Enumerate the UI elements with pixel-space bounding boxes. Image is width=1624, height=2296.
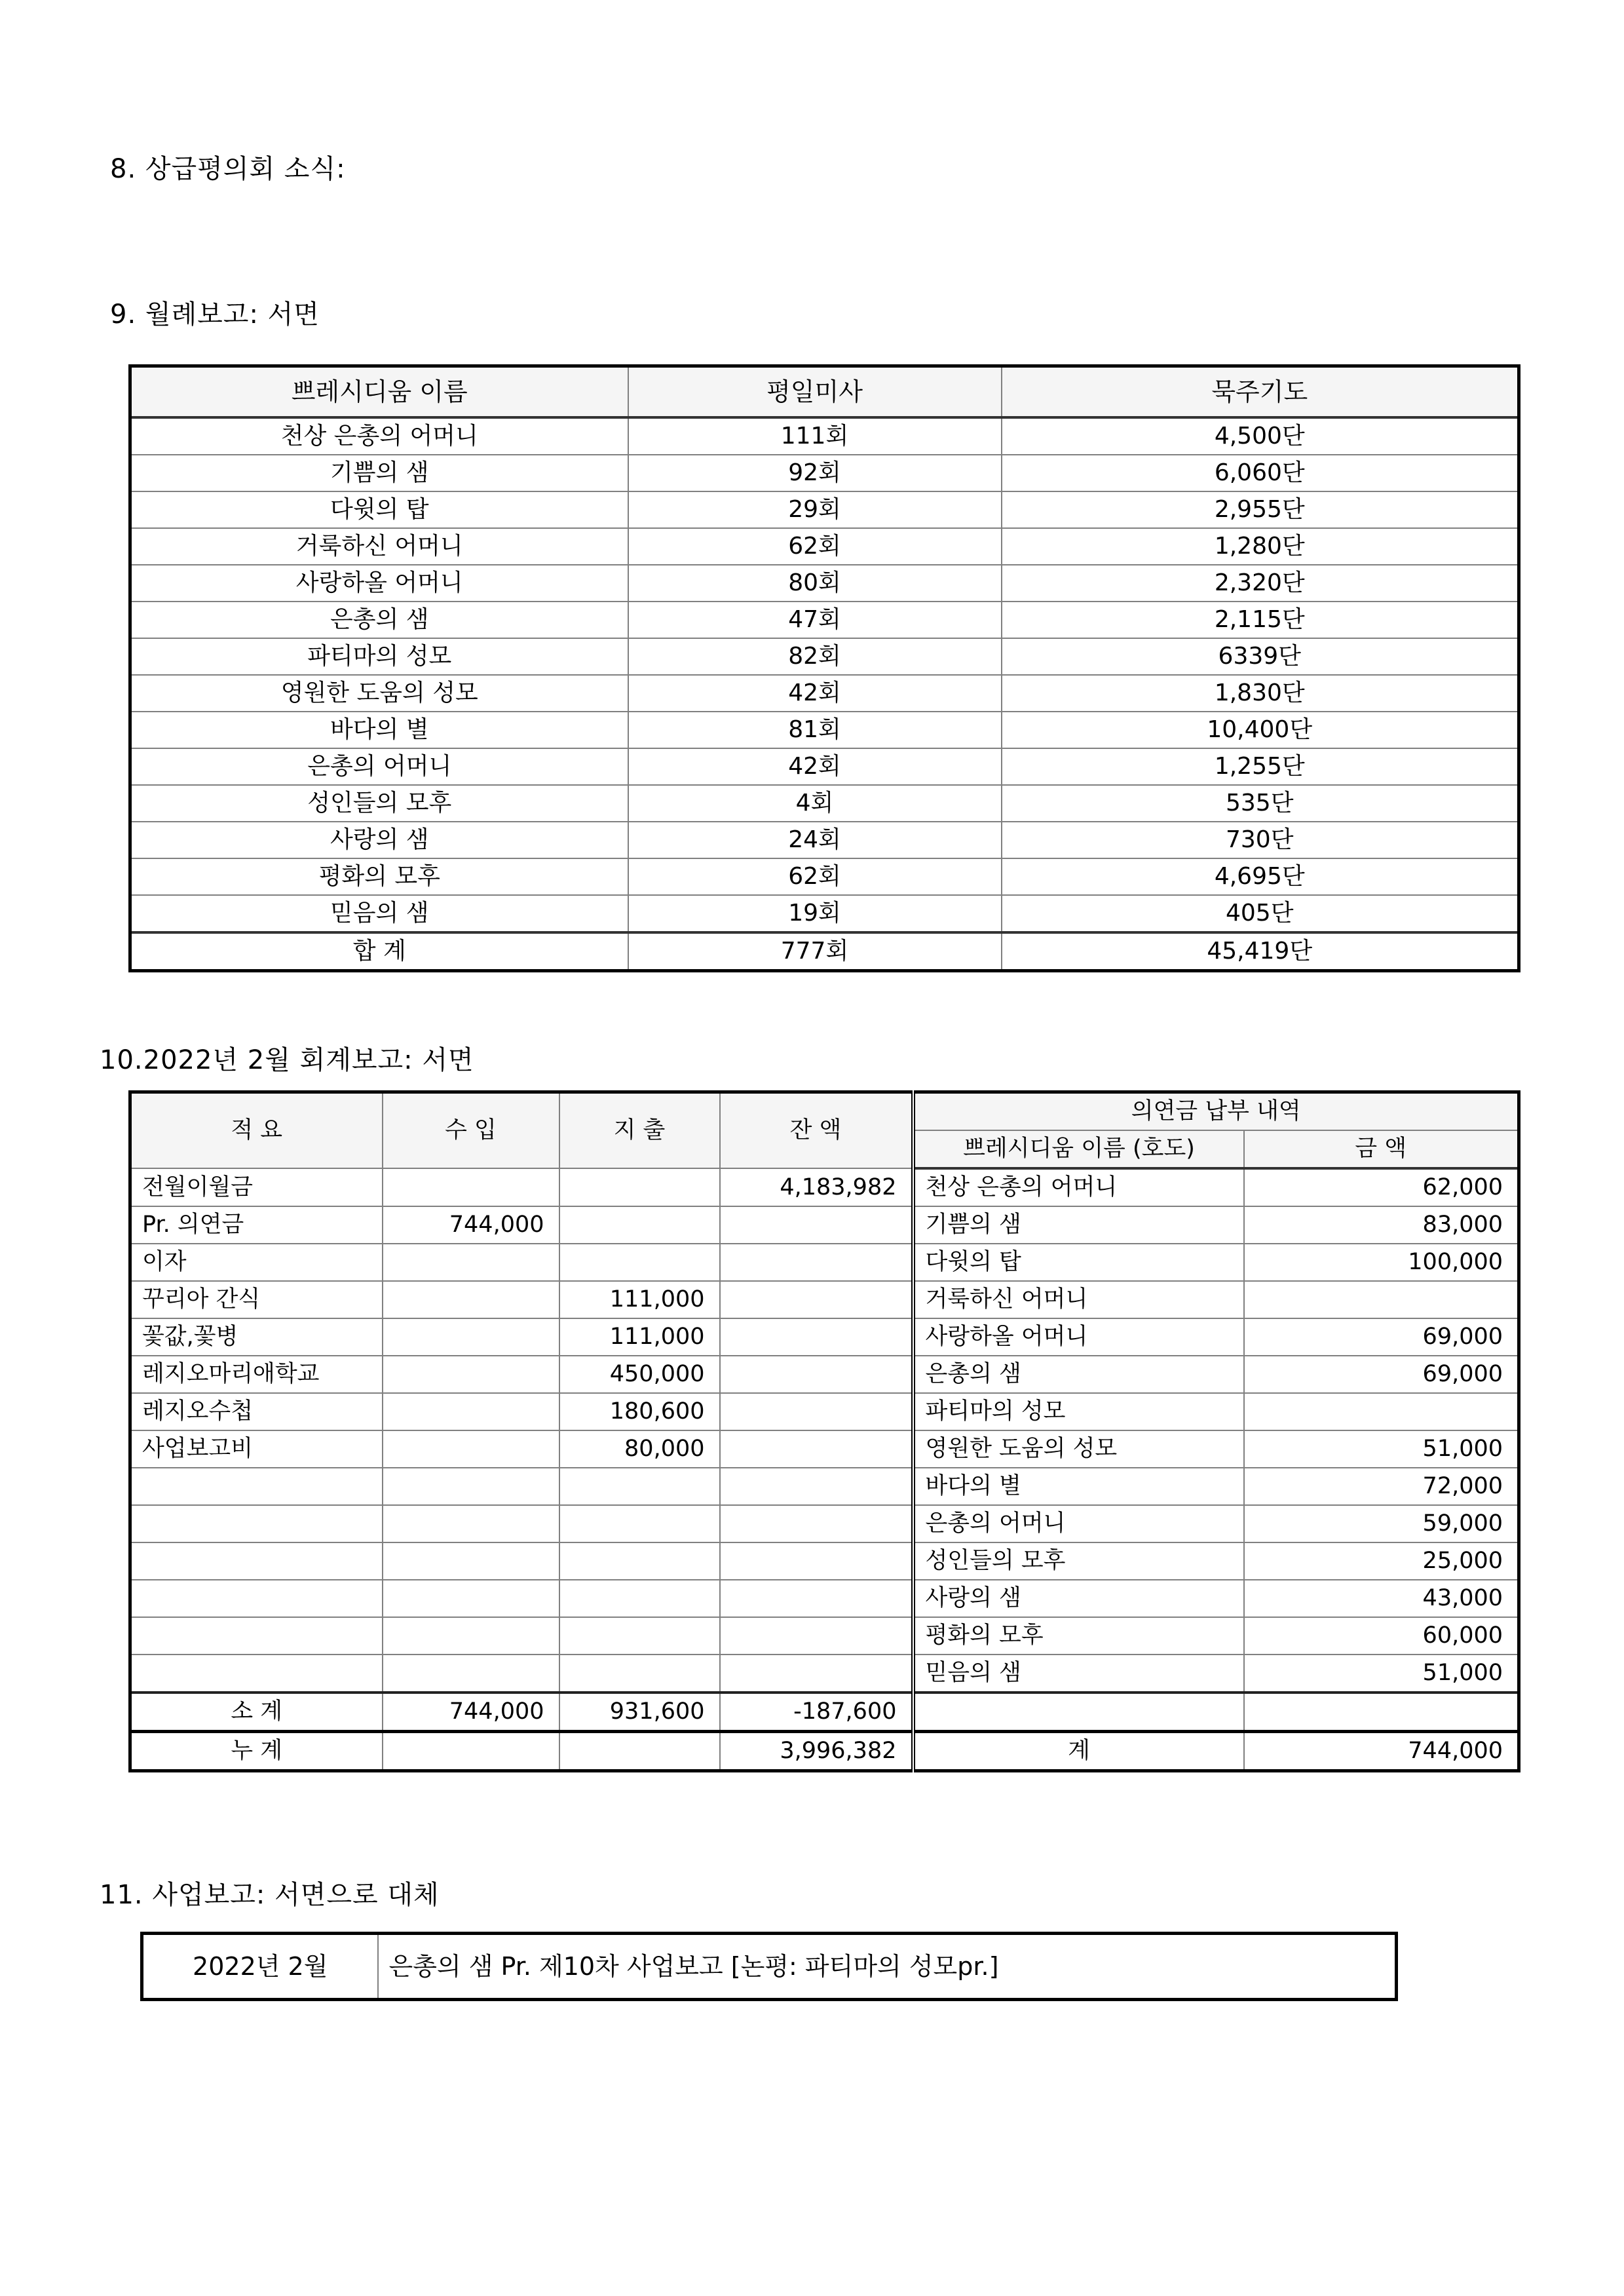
donation-amount: 51,000 [1244, 1655, 1519, 1693]
mass-count: 42회 [628, 675, 1002, 712]
section-8-title: 상급평의회 소식: [145, 154, 346, 184]
ledger-income [383, 1393, 559, 1430]
header-balance: 잔 액 [720, 1092, 913, 1169]
presidium-name: 기쁨의 샘 [130, 455, 628, 491]
section-9-title: 월례보고: 서면 [145, 299, 320, 330]
accounting-table [128, 1090, 1520, 1772]
presidium-name: 천상 은총의 어머니 [130, 417, 628, 455]
table-row [130, 858, 1519, 895]
section-10-title: 2022년 2월 회계보고: 서면 [143, 1045, 474, 1075]
section-heading-11 [100, 1882, 440, 1908]
donation-amount: 62,000 [1244, 1168, 1519, 1206]
total-label: 합 계 [130, 932, 628, 971]
ledger-expense [559, 1542, 720, 1580]
section-10-number: 10. [100, 1045, 143, 1075]
rosary-count: 2,320단 [1002, 565, 1519, 602]
rosary-count: 405단 [1002, 895, 1519, 932]
cumulative-income [383, 1732, 559, 1771]
ledger-balance [720, 1542, 913, 1580]
ledger-description: 이자 [130, 1244, 383, 1281]
table-row [130, 895, 1519, 932]
ledger-income: 744,000 [383, 1206, 559, 1244]
accounting-header-row-1 [130, 1092, 1519, 1131]
cumulative-label: 누 계 [130, 1732, 383, 1771]
presidium-name: 은총의 어머니 [130, 748, 628, 785]
table-row [130, 1542, 1519, 1580]
table-row [130, 748, 1519, 785]
ledger-expense [559, 1168, 720, 1206]
donation-presidium: 바다의 별 [913, 1468, 1244, 1505]
ledger-description [130, 1617, 383, 1655]
ledger-balance [720, 1580, 913, 1617]
donation-amount: 69,000 [1244, 1356, 1519, 1393]
presidium-name: 다윗의 탑 [130, 491, 628, 528]
donation-presidium: 거룩하신 어머니 [913, 1281, 1244, 1318]
header-description: 적 요 [130, 1092, 383, 1169]
mass-count: 4회 [628, 785, 1002, 822]
ledger-expense [559, 1505, 720, 1542]
ledger-income [383, 1468, 559, 1505]
ledger-income [383, 1617, 559, 1655]
ledger-expense [559, 1206, 720, 1244]
donation-total-amount: 744,000 [1244, 1732, 1519, 1771]
ledger-expense: 450,000 [559, 1356, 720, 1393]
presidium-name: 사랑하올 어머니 [130, 565, 628, 602]
header-expense: 지 출 [559, 1092, 720, 1169]
ledger-expense [559, 1468, 720, 1505]
ledger-income [383, 1505, 559, 1542]
table-row [130, 675, 1519, 712]
ledger-income [383, 1281, 559, 1318]
table-row [130, 1468, 1519, 1505]
ledger-income [383, 1542, 559, 1580]
monthly-header-presidium: 쁘레시디움 이름 [130, 366, 628, 418]
donation-amount: 51,000 [1244, 1430, 1519, 1468]
donation-presidium: 믿음의 샘 [913, 1655, 1244, 1693]
activity-content: 은총의 샘 Pr. 제10차 사업보고 [논평: 파티마의 성모pr.] [378, 1934, 1397, 2000]
table-row [130, 1393, 1519, 1430]
rosary-count: 6,060단 [1002, 455, 1519, 491]
cumulative-expense [559, 1732, 720, 1771]
monthly-header-row [130, 366, 1519, 418]
ledger-description: Pr. 의연금 [130, 1206, 383, 1244]
ledger-expense: 180,600 [559, 1393, 720, 1430]
rosary-count: 730단 [1002, 822, 1519, 858]
ledger-expense [559, 1617, 720, 1655]
table-row [130, 417, 1519, 455]
donation-amount: 60,000 [1244, 1617, 1519, 1655]
table-row [130, 491, 1519, 528]
ledger-description [130, 1580, 383, 1617]
donation-amount: 100,000 [1244, 1244, 1519, 1281]
ledger-description: 전월이월금 [130, 1168, 383, 1206]
section-9-number: 9. [110, 299, 137, 330]
ledger-income [383, 1655, 559, 1693]
ledger-balance [720, 1655, 913, 1693]
donation-presidium: 은총의 샘 [913, 1356, 1244, 1393]
mass-count: 24회 [628, 822, 1002, 858]
table-row [130, 1580, 1519, 1617]
activity-report-table [140, 1932, 1398, 2001]
presidium-name: 바다의 별 [130, 712, 628, 748]
mass-count: 19회 [628, 895, 1002, 932]
table-row [130, 602, 1519, 638]
donation-amount: 69,000 [1244, 1318, 1519, 1356]
mass-count: 80회 [628, 565, 1002, 602]
header-donation-amount: 금 액 [1244, 1130, 1519, 1168]
rosary-count: 535단 [1002, 785, 1519, 822]
table-row [130, 1244, 1519, 1281]
mass-count: 29회 [628, 491, 1002, 528]
presidium-name: 파티마의 성모 [130, 638, 628, 675]
ledger-income [383, 1356, 559, 1393]
table-row [130, 1356, 1519, 1393]
ledger-description: 레지오마리애학교 [130, 1356, 383, 1393]
presidium-name: 사랑의 샘 [130, 822, 628, 858]
ledger-description [130, 1505, 383, 1542]
ledger-balance: 4,183,982 [720, 1168, 913, 1206]
table-row [130, 1281, 1519, 1318]
donation-presidium: 사랑의 샘 [913, 1580, 1244, 1617]
ledger-description [130, 1542, 383, 1580]
rosary-count: 4,500단 [1002, 417, 1519, 455]
table-row [130, 565, 1519, 602]
table-row [130, 1206, 1519, 1244]
table-row [130, 528, 1519, 565]
ledger-income [383, 1580, 559, 1617]
subtotal-donation-amount [1244, 1693, 1519, 1732]
ledger-balance [720, 1430, 913, 1468]
table-row [130, 455, 1519, 491]
ledger-description: 레지오수첩 [130, 1393, 383, 1430]
section-heading-9 [110, 301, 320, 328]
mass-count: 111회 [628, 417, 1002, 455]
mass-count: 62회 [628, 858, 1002, 895]
rosary-count: 2,115단 [1002, 602, 1519, 638]
monthly-header-weekday-mass: 평일미사 [628, 366, 1002, 418]
donation-presidium: 영원한 도움의 성모 [913, 1430, 1244, 1468]
donation-amount [1244, 1393, 1519, 1430]
section-heading-10 [100, 1047, 474, 1073]
header-presidium-name: 쁘레시디움 이름 (호도) [913, 1130, 1244, 1168]
ledger-balance [720, 1244, 913, 1281]
rosary-count: 10,400단 [1002, 712, 1519, 748]
ledger-expense: 111,000 [559, 1281, 720, 1318]
activity-date: 2022년 2월 [142, 1934, 378, 2000]
donation-presidium: 파티마의 성모 [913, 1393, 1244, 1430]
section-8-number: 8. [110, 154, 137, 184]
ledger-income [383, 1318, 559, 1356]
table-row [130, 1505, 1519, 1542]
presidium-name: 영원한 도움의 성모 [130, 675, 628, 712]
donation-presidium: 다윗의 탑 [913, 1244, 1244, 1281]
monthly-header-rosary: 묵주기도 [1002, 366, 1519, 418]
rosary-count: 1,830단 [1002, 675, 1519, 712]
activity-table-body [142, 1934, 1397, 2000]
mass-count: 92회 [628, 455, 1002, 491]
donation-presidium: 천상 은총의 어머니 [913, 1168, 1244, 1206]
ledger-income [383, 1168, 559, 1206]
rosary-count: 1,255단 [1002, 748, 1519, 785]
ledger-description [130, 1655, 383, 1693]
donation-presidium: 은총의 어머니 [913, 1505, 1244, 1542]
ledger-description: 꾸리아 간식 [130, 1281, 383, 1318]
ledger-balance [720, 1318, 913, 1356]
ledger-expense [559, 1655, 720, 1693]
section-11-title: 사업보고: 서면으로 대체 [152, 1880, 440, 1910]
rosary-count: 4,695단 [1002, 858, 1519, 895]
donation-amount: 59,000 [1244, 1505, 1519, 1542]
table-row [130, 1655, 1519, 1693]
ledger-balance [720, 1505, 913, 1542]
header-donation-group: 의연금 납부 내역 [913, 1092, 1519, 1131]
rosary-count: 1,280단 [1002, 528, 1519, 565]
section-11-number: 11. [100, 1880, 143, 1910]
mass-count: 47회 [628, 602, 1002, 638]
table-row [130, 638, 1519, 675]
ledger-income [383, 1430, 559, 1468]
presidium-name: 평화의 모후 [130, 858, 628, 895]
accounting-table-body [130, 1168, 1519, 1771]
subtotal-expense: 931,600 [559, 1693, 720, 1732]
table-row [130, 712, 1519, 748]
mass-count: 62회 [628, 528, 1002, 565]
presidium-name: 은총의 샘 [130, 602, 628, 638]
table-row [130, 822, 1519, 858]
ledger-balance [720, 1356, 913, 1393]
ledger-expense [559, 1244, 720, 1281]
ledger-balance [720, 1281, 913, 1318]
ledger-expense [559, 1580, 720, 1617]
mass-count: 81회 [628, 712, 1002, 748]
ledger-description: 꽃값,꽃병 [130, 1318, 383, 1356]
table-row [130, 1617, 1519, 1655]
mass-count: 42회 [628, 748, 1002, 785]
monthly-table-body [130, 417, 1519, 971]
table-row [142, 1934, 1397, 2000]
ledger-balance [720, 1393, 913, 1430]
donation-amount: 43,000 [1244, 1580, 1519, 1617]
accounting-subtotal-row [130, 1693, 1519, 1732]
ledger-expense: 80,000 [559, 1430, 720, 1468]
table-row [130, 785, 1519, 822]
donation-presidium: 사랑하올 어머니 [913, 1318, 1244, 1356]
total-mass-count: 777회 [628, 932, 1002, 971]
donation-amount: 25,000 [1244, 1542, 1519, 1580]
subtotal-label: 소 계 [130, 1693, 383, 1732]
table-row [130, 1168, 1519, 1206]
donation-presidium: 기쁨의 샘 [913, 1206, 1244, 1244]
donation-amount [1244, 1281, 1519, 1318]
ledger-description [130, 1468, 383, 1505]
subtotal-donation-label [913, 1693, 1244, 1732]
donation-amount: 83,000 [1244, 1206, 1519, 1244]
ledger-balance [720, 1617, 913, 1655]
ledger-expense: 111,000 [559, 1318, 720, 1356]
ledger-balance [720, 1206, 913, 1244]
table-row [130, 1430, 1519, 1468]
ledger-income [383, 1244, 559, 1281]
subtotal-income: 744,000 [383, 1693, 559, 1732]
ledger-description: 사업보고비 [130, 1430, 383, 1468]
donation-amount: 72,000 [1244, 1468, 1519, 1505]
cumulative-balance: 3,996,382 [720, 1732, 913, 1771]
accounting-cumulative-row [130, 1732, 1519, 1771]
header-income: 수 입 [383, 1092, 559, 1169]
table-row [130, 1318, 1519, 1356]
monthly-report-table [128, 364, 1520, 972]
monthly-total-row [130, 932, 1519, 971]
rosary-count: 6339단 [1002, 638, 1519, 675]
presidium-name: 거룩하신 어머니 [130, 528, 628, 565]
mass-count: 82회 [628, 638, 1002, 675]
total-rosary-count: 45,419단 [1002, 932, 1519, 971]
section-heading-8 [110, 156, 346, 182]
presidium-name: 성인들의 모후 [130, 785, 628, 822]
donation-presidium: 성인들의 모후 [913, 1542, 1244, 1580]
ledger-balance [720, 1468, 913, 1505]
donation-total-label: 계 [913, 1732, 1244, 1771]
presidium-name: 믿음의 샘 [130, 895, 628, 932]
rosary-count: 2,955단 [1002, 491, 1519, 528]
donation-presidium: 평화의 모후 [913, 1617, 1244, 1655]
subtotal-balance: -187,600 [720, 1693, 913, 1732]
